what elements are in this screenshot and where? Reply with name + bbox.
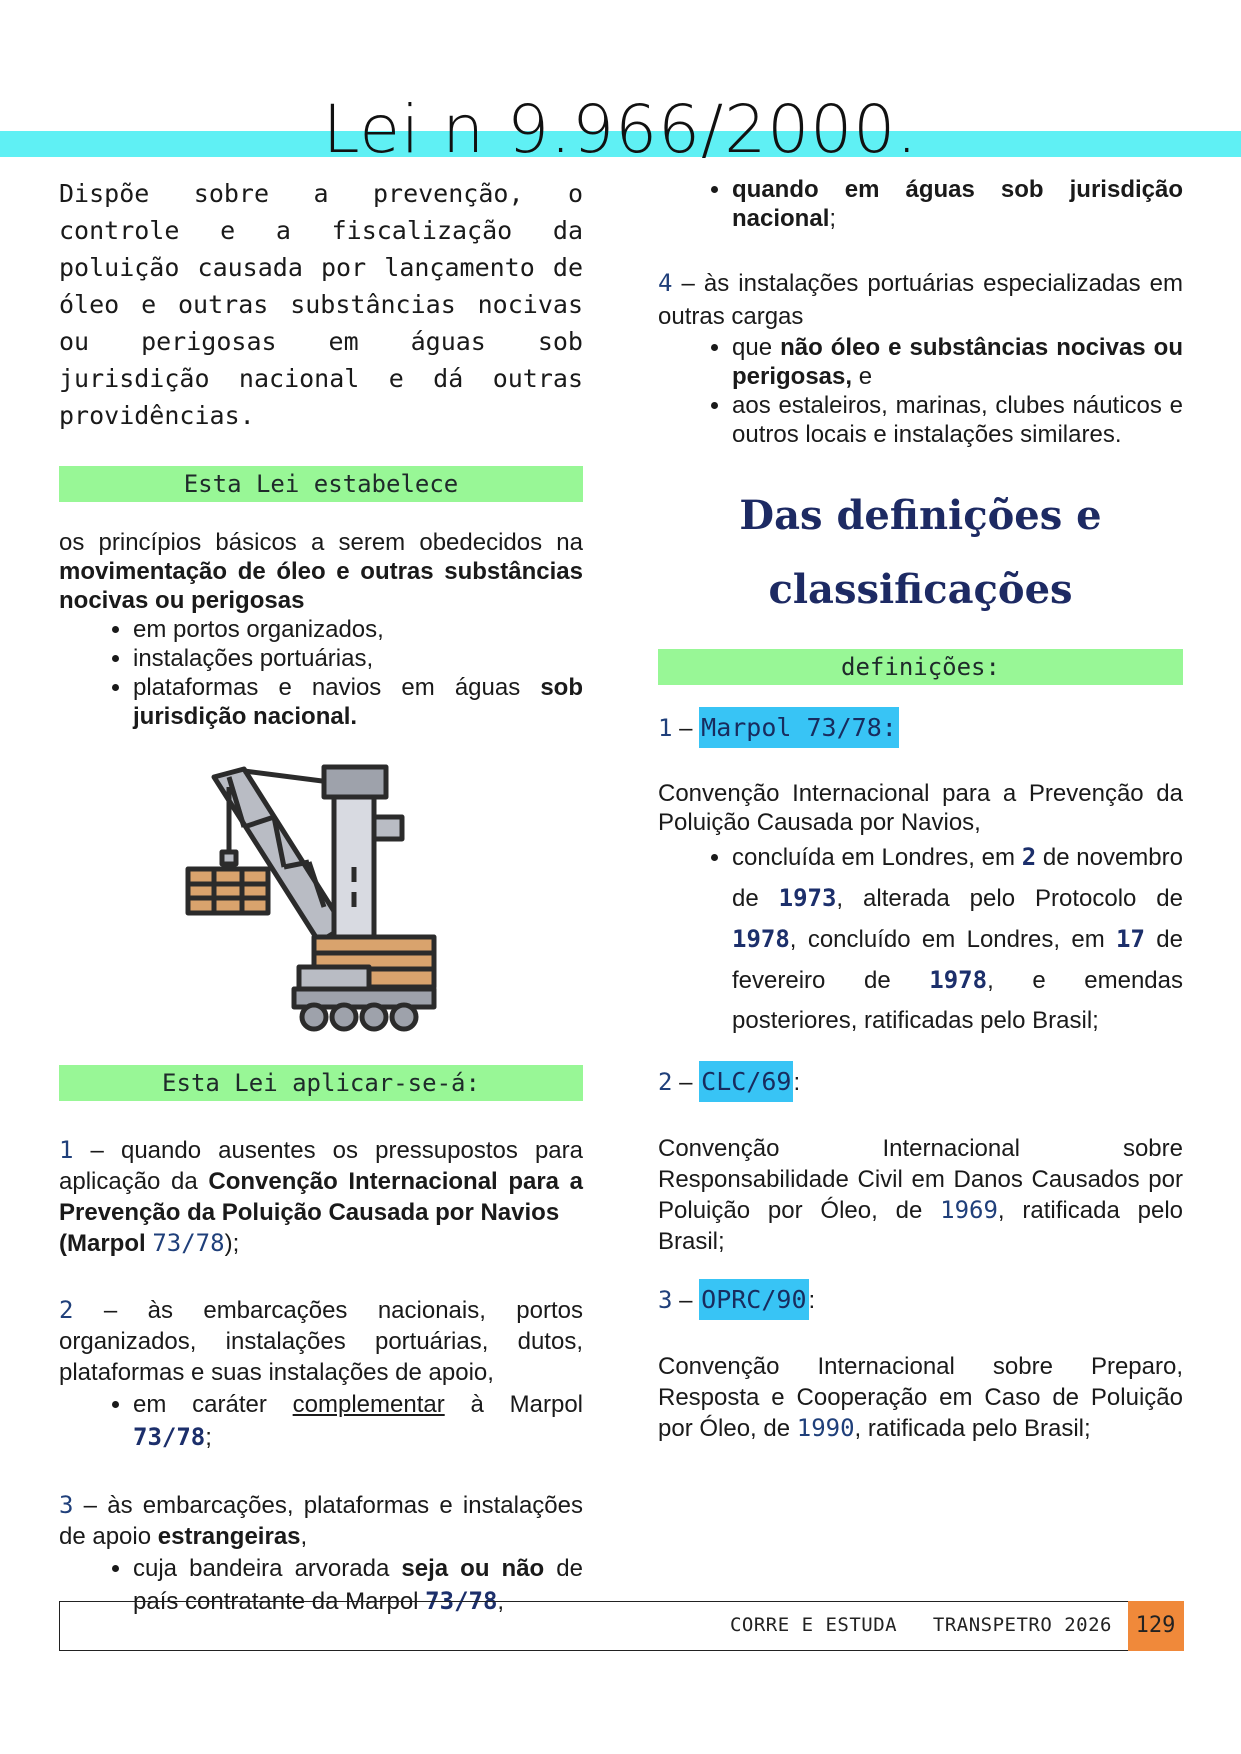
- item-1: 1 – quando ausentes os pressupostos para aplicação da Convenção Internacional para a Prevenção da Poluição Causada por Navios (Marpol 73/78);: [59, 1136, 584, 1257]
- page-footer: [59, 1601, 1183, 1651]
- definition-2-text: Convenção Internacional sobre Responsabilidade Civil em Danos Causados por Poluição por Óleo, de 1969, ratificada pelo Brasil;: [658, 1135, 1184, 1255]
- item-2: 2 – às embarcações nacionais, portos organizados, instalações portuárias, dutos, plataformas e suas instalações de apoio,: [59, 1296, 583, 1386]
- section-title: Das definições e classificações: [739, 492, 1102, 613]
- item-4-list: [658, 333, 1183, 449]
- page-title: Lei n 9.966/2000.: [322, 91, 919, 168]
- item-3: 3 – às embarcações, plataformas e instalações de apoio estrangeiras,: [59, 1491, 583, 1550]
- heading-aplicar: Esta Lei aplicar-se-á:: [59, 1065, 583, 1101]
- definition-1-list: [658, 837, 1183, 1041]
- crane-icon: [184, 757, 454, 1037]
- heading-definicoes: definições:: [658, 649, 1183, 685]
- item-2-list: [59, 1388, 583, 1454]
- principles-list: [59, 615, 583, 731]
- list-item: • que não óleo e substâncias nocivas ou perigosas, e: [732, 333, 1183, 391]
- left-column: [59, 175, 583, 1618]
- list-item: • em portos organizados,: [133, 615, 583, 644]
- item-3-continued-list: [658, 175, 1183, 233]
- item-4: 4 – às instalações portuárias especializadas em outras cargas: [658, 269, 1183, 330]
- list-item: • plataformas e navios em águas sob jurisdição nacional.: [133, 673, 583, 731]
- footer-label: CORRE E ESTUDA TRANSPETRO 2026: [729, 1614, 1112, 1636]
- page-number: 129: [1128, 1601, 1184, 1651]
- definition-3-label: 3 – OPRC/90:: [658, 1285, 1183, 1315]
- law-summary: Dispõe sobre a prevenção, o controle e a fiscalização da poluição causada por lançamento de óleo e outras substâncias nocivas ou perigosas em águas sob jurisdição nacional e dá outras providências.: [59, 179, 583, 430]
- list-item: • quando em águas sob jurisdição nacional;: [732, 175, 1183, 233]
- right-column: [658, 175, 1183, 1444]
- definition-3-text: Convenção Internacional sobre Preparo, Resposta e Cooperação em Caso de Poluição por Óleo, de 1990, ratificada pelo Brasil;: [658, 1353, 1183, 1442]
- list-item: • instalações portuárias,: [133, 644, 583, 673]
- definition-2-label: 2 – CLC/69:: [658, 1067, 1183, 1097]
- list-item: • cuja bandeira arvorada seja ou não de país contratante da Marpol 73/78,: [133, 1552, 583, 1618]
- definition-1-text: Convenção Internacional para a Prevenção da Poluição Causada por Navios,: [658, 780, 1183, 836]
- list-item: • concluída em Londres, em 2 de novembro de 1973, alterada pelo Protocolo de 1978, concluído em Londres, em 17 de fevereiro de 1978, e emendas posteriores, ratificadas pelo Brasil;: [732, 837, 1183, 1041]
- heading-estabelece: Esta Lei estabelece: [59, 466, 583, 502]
- list-item: • aos estaleiros, marinas, clubes náuticos e outros locais e instalações similares.: [732, 391, 1183, 449]
- list-item: • em caráter complementar à Marpol 73/78;: [133, 1388, 583, 1454]
- principles-paragraph: os princípios básicos a serem obedecidos na movimentação de óleo e outras substâncias nocivas ou perigosas: [59, 529, 583, 614]
- definition-1-label: 1 – Marpol 73/78:: [658, 713, 1183, 743]
